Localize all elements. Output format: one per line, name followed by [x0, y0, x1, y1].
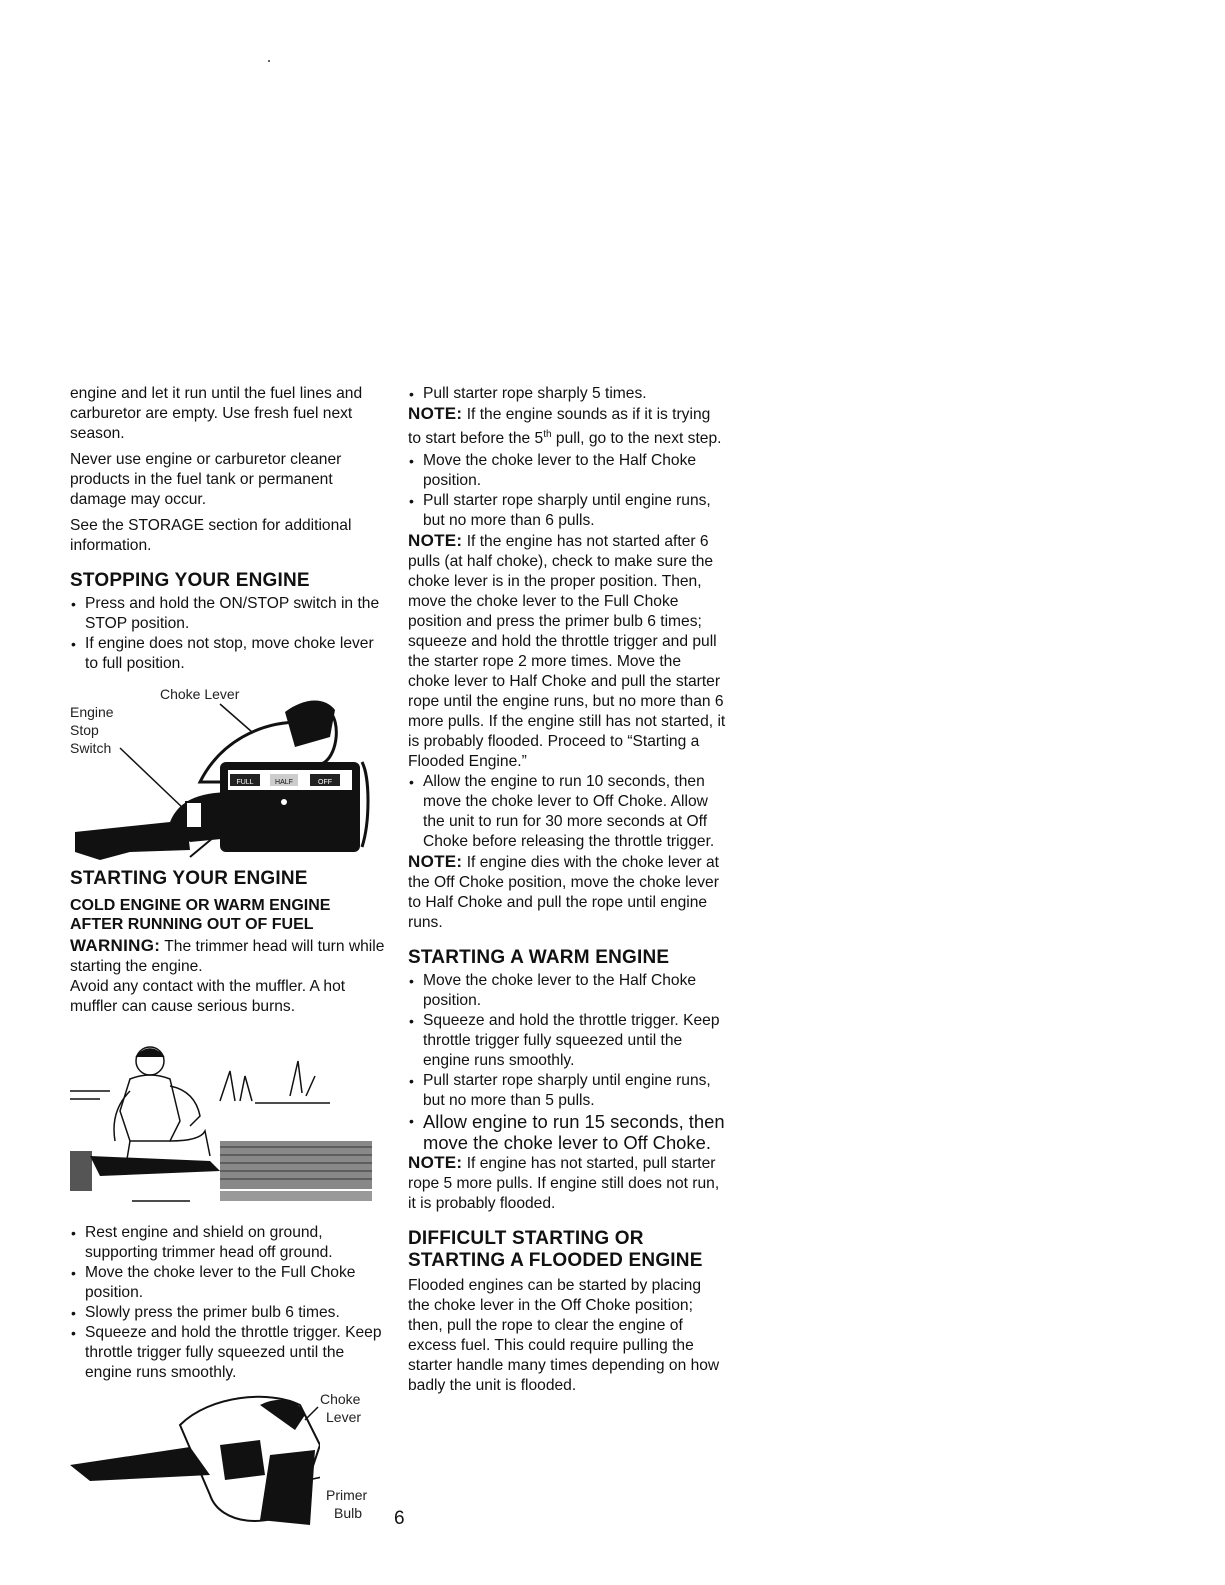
- list-item: • Allow engine to run 15 seconds, then move the choke lever to Off Choke.: [408, 1111, 726, 1153]
- note-text: If the engine sounds as if it is trying to start before the 5: [408, 406, 711, 448]
- choke-label: Choke: [320, 1391, 361, 1407]
- warm-engine-heading: STARTING A WARM ENGINE: [408, 947, 670, 969]
- half-choke-list: [408, 451, 726, 531]
- note-paragraph: [408, 404, 726, 449]
- warning-paragraph: [70, 936, 388, 977]
- stop-switch-figure: [70, 682, 388, 862]
- scan-speck: [268, 60, 270, 62]
- paragraph: engine and let it run until the fuel lines and carburetor are empty. Use fresh fuel next season.: [70, 385, 363, 442]
- paragraph: Flooded engines can be started by placing the choke lever in the Off Choke position; then, pull the rope to clear the engine of excess fuel. This could require pulling the starter handle many times depending on how badly the unit is flooded.: [408, 1277, 720, 1395]
- full-label: FULL: [236, 779, 254, 786]
- primer-bulb-figure: [70, 1385, 388, 1535]
- operator-illustration: [70, 1031, 380, 1221]
- primer-bulb-illustration: [70, 1385, 320, 1535]
- switch-label: Switch: [70, 740, 112, 756]
- cold-engine-list: [70, 1223, 388, 1383]
- note-label: NOTE:: [408, 1153, 463, 1173]
- note-text: If the engine has not started after 6 pulls (at half choke), check to make sure the choke lever is in the proper position. Then, move the choke lever to the Full Choke position and press the primer bulb 6 times; squeeze and hold the throttle trigger and pull the starter rope 2 more times. Move the choke lever to Half Choke and pull the starter rope until the engine runs, but no more than 6 more pulls. If the engine still has not started, it is probably flooded. Proceed to “Starting a Flooded Engine.”: [408, 533, 726, 771]
- list-item: • Pull starter rope sharply until engine runs, but no more than 5 pulls.: [408, 1071, 726, 1111]
- half-label: HALF: [275, 779, 293, 786]
- note-text: If engine has not started, pull starter rope 5 more pulls. If engine still does not run, it is probably flooded.: [408, 1155, 720, 1213]
- cold-engine-heading-line2: AFTER RUNNING OUT OF FUEL: [70, 916, 314, 933]
- warning-label: WARNING:: [70, 936, 161, 955]
- paragraph: See the STORAGE section for additional information.: [70, 517, 352, 554]
- primer-label: Primer: [326, 1487, 368, 1503]
- list-item: • Move the choke lever to the Half Choke position.: [408, 971, 726, 1011]
- right-column: [408, 384, 726, 1396]
- stopping-heading: STOPPING YOUR ENGINE: [70, 570, 310, 591]
- list-item: • Move the choke lever to the Full Choke position.: [70, 1263, 388, 1303]
- allow-list: [408, 772, 726, 852]
- stop-switch-illustration: [70, 682, 370, 862]
- engine-label: Engine: [70, 704, 114, 720]
- note-text: pull, go to the next step.: [551, 430, 722, 448]
- list-item: • Allow the engine to run 10 seconds, then move the choke lever to Off Choke. Allow the unit to run for 30 more seconds at Off Choke before releasing the throttle trigger.: [408, 772, 726, 852]
- difficult-heading-line2: STARTING A FLOODED ENGINE: [408, 1250, 703, 1272]
- difficult-heading-line1: DIFFICULT STARTING OR: [408, 1228, 644, 1250]
- starting-heading: STARTING YOUR ENGINE: [70, 868, 308, 889]
- list-item: • Pull starter rope sharply 5 times.: [408, 384, 726, 404]
- list-item: • If engine does not stop, move choke lever to full position.: [70, 634, 388, 674]
- lever-label: Lever: [326, 1409, 362, 1425]
- note-label: NOTE:: [408, 852, 463, 872]
- list-item: • Slowly press the primer bulb 6 times.: [70, 1303, 388, 1323]
- stopping-list: [70, 594, 388, 674]
- cold-engine-heading-line1: COLD ENGINE OR WARM ENGINE: [70, 897, 331, 914]
- note-paragraph: [408, 1153, 726, 1214]
- note-paragraph: [408, 531, 726, 772]
- paragraph: Never use engine or carburetor cleaner products in the fuel tank or permanent damage may occur.: [70, 451, 342, 508]
- warm-engine-list: [408, 971, 726, 1153]
- note-text: If engine dies with the choke lever at the Off Choke position, move the choke lever to Half Choke and pull the rope until engine runs.: [408, 854, 719, 932]
- paragraph: Avoid any contact with the muffler. A hot muffler can cause serious burns.: [70, 978, 346, 1015]
- bulb-label: Bulb: [334, 1505, 363, 1521]
- page-number: 6: [394, 1508, 405, 1529]
- off-label: OFF: [318, 779, 332, 786]
- list-item: • Squeeze and hold the throttle trigger. Keep throttle trigger fully squeezed until the engine runs smoothly.: [70, 1323, 388, 1383]
- list-item: • Press and hold the ON/STOP switch in the STOP position.: [70, 594, 388, 634]
- operator-figure: [70, 1031, 388, 1221]
- stop-label: Stop: [70, 722, 99, 738]
- note-paragraph: [408, 852, 726, 933]
- list-item: • Pull starter rope sharply until engine runs, but no more than 6 pulls.: [408, 491, 726, 531]
- note-label: NOTE:: [408, 531, 463, 551]
- note-superscript: th: [543, 429, 552, 440]
- cold-engine-heading: [70, 896, 388, 934]
- left-column: [70, 384, 388, 1535]
- choke-lever-label: Choke Lever: [160, 686, 240, 702]
- note-label: NOTE:: [408, 404, 463, 423]
- pull-list: [408, 384, 726, 404]
- warning-text: The trimmer head will turn while starting the engine.: [70, 938, 385, 975]
- list-item: • Squeeze and hold the throttle trigger. Keep throttle trigger fully squeezed until the engine runs smoothly.: [408, 1011, 726, 1071]
- list-item: • Rest engine and shield on ground, supporting trimmer head off ground.: [70, 1223, 388, 1263]
- difficult-starting-heading: [408, 1228, 726, 1272]
- list-item: • Move the choke lever to the Half Choke position.: [408, 451, 726, 491]
